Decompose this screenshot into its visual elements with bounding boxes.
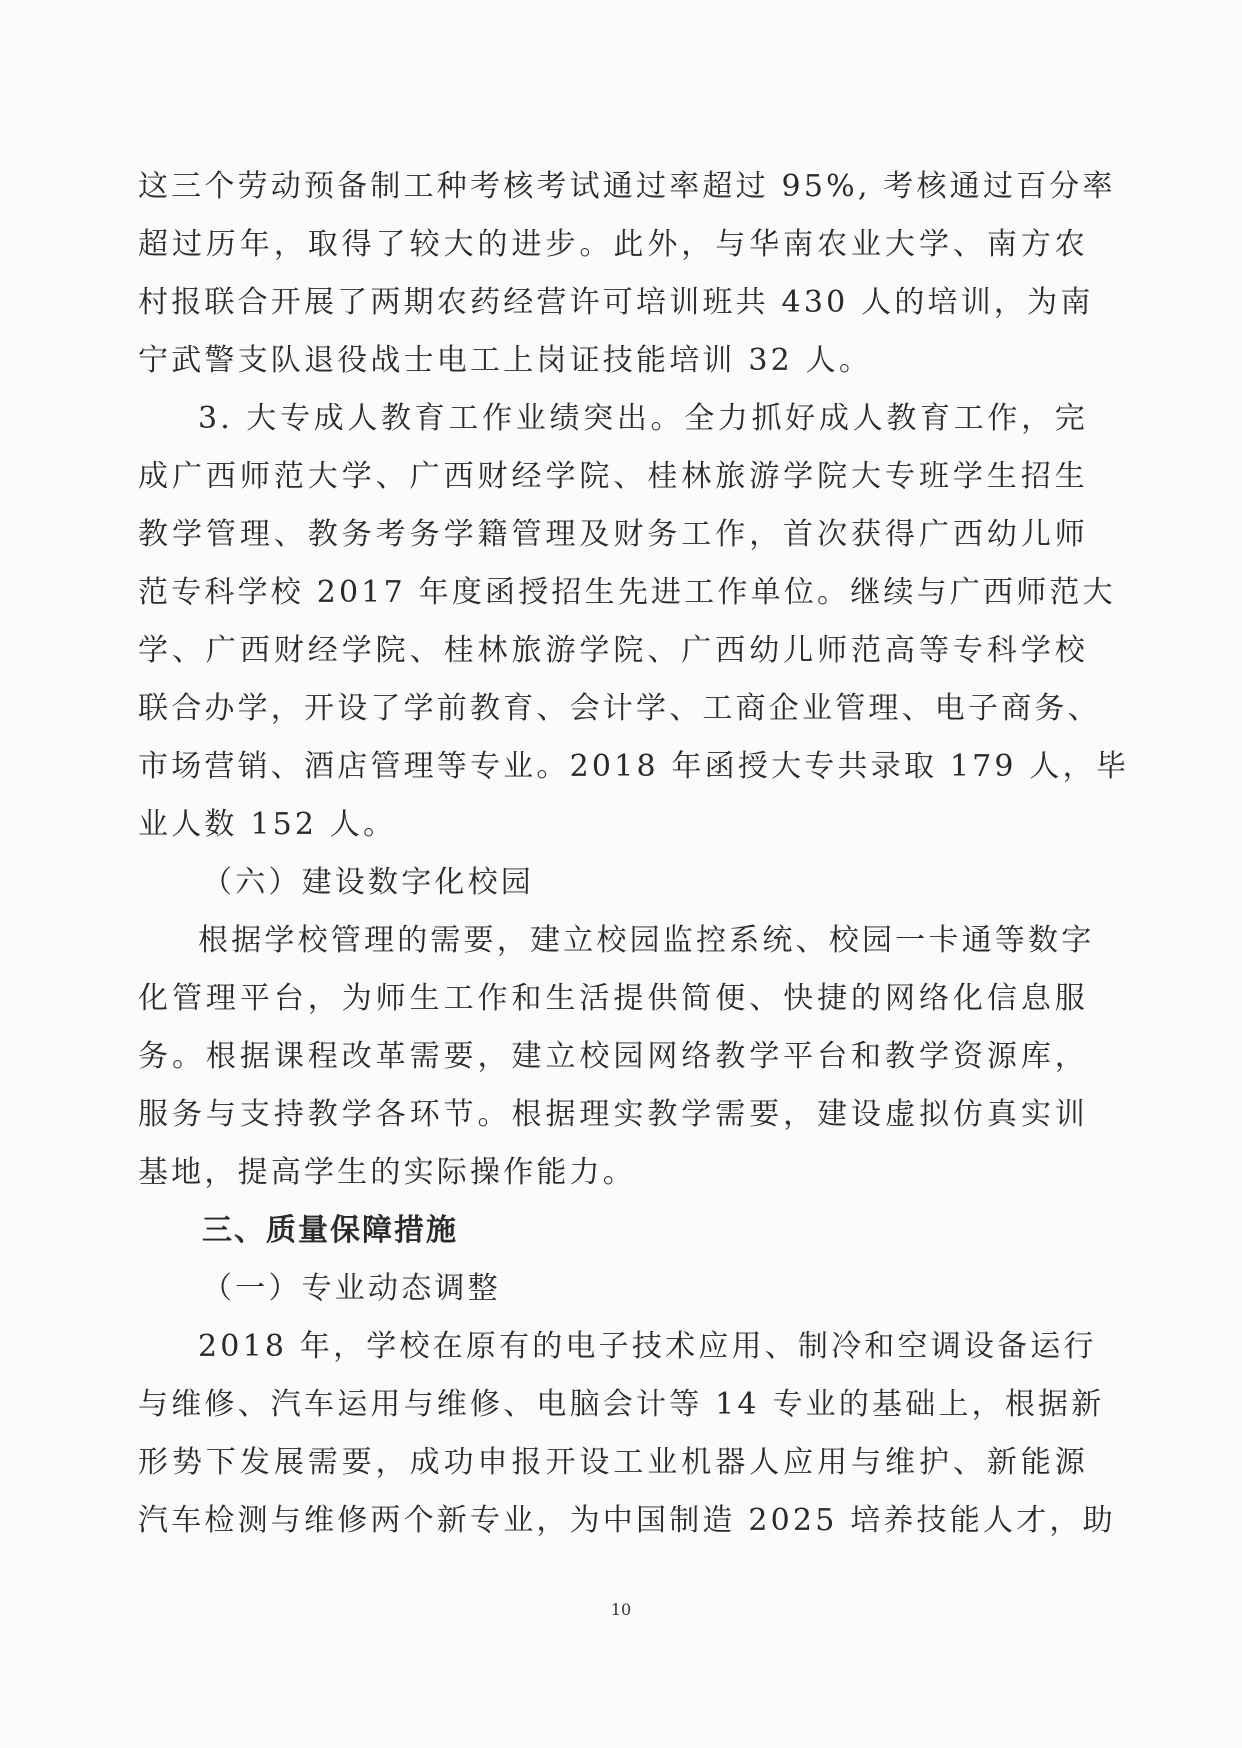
text-line: 范专科学校 2017 年度函授招生先进工作单位。继续与广西师范大: [138, 575, 1116, 610]
text-line: 宁武警支队退役战士电工上岗证技能培训 32 人。: [138, 343, 873, 378]
text-line: 汽车检测与维修两个新专业，为中国制造 2025 培养技能人才，助: [138, 1503, 1116, 1538]
text-line: 教学管理、教务考务学籍管理及财务工作，首次获得广西幼儿师: [138, 517, 1088, 552]
text-line: 与维修、汽车运用与维修、电脑会计等 14 专业的基础上，根据新: [138, 1387, 1105, 1422]
subsection-heading: （六）建设数字化校园: [202, 865, 534, 900]
page-number: 10: [610, 1600, 632, 1619]
text-line: 这三个劳动预备制工种考核考试通过率超过 95%, 考核通过百分率: [138, 169, 1116, 204]
text-line: 务。根据课程改革需要，建立校园网络教学平台和教学资源库，: [138, 1039, 1088, 1074]
text-line: 村报联合开展了两期农药经营许可培训班共 430 人的培训，为南: [138, 285, 1094, 320]
body-text: [138, 158, 1130, 1550]
text-line: 成广西师范大学、广西财经学院、桂林旅游学院大专班学生招生: [138, 459, 1088, 494]
subsection-heading: （一）专业动态调整: [202, 1271, 501, 1306]
text-line: 业人数 152 人。: [138, 807, 397, 842]
text-line: 根据学校管理的需要，建立校园监控系统、校园一卡通等数字: [198, 923, 1095, 958]
text-line: 市场营销、酒店管理等专业。2018 年函授大专共录取 179 人，毕: [138, 749, 1130, 784]
text-line: 化管理平台，为师生工作和生活提供简便、快捷的网络化信息服: [138, 981, 1088, 1016]
text-line: 超过历年，取得了较大的进步。此外，与华南农业大学、南方农: [138, 227, 1088, 262]
section-heading: 三、质量保障措施: [202, 1213, 458, 1248]
text-line: 学、广西财经学院、桂林旅游学院、广西幼儿师范高等专科学校: [138, 633, 1088, 668]
text-line: 2018 年，学校在原有的电子技术应用、制冷和空调设备运行: [198, 1329, 1097, 1364]
text-line: 形势下发展需要，成功申报开设工业机器人应用与维护、新能源: [138, 1445, 1088, 1480]
text-line: 联合办学，开设了学前教育、会计学、工商企业管理、电子商务、: [138, 691, 1101, 726]
text-line: 服务与支持教学各环节。根据理实教学需要，建设虚拟仿真实训: [138, 1097, 1088, 1132]
text-line: 基地，提高学生的实际操作能力。: [138, 1155, 636, 1190]
text-line: 3. 大专成人教育工作业绩突出。全力抓好成人教育工作，完: [198, 401, 1088, 436]
